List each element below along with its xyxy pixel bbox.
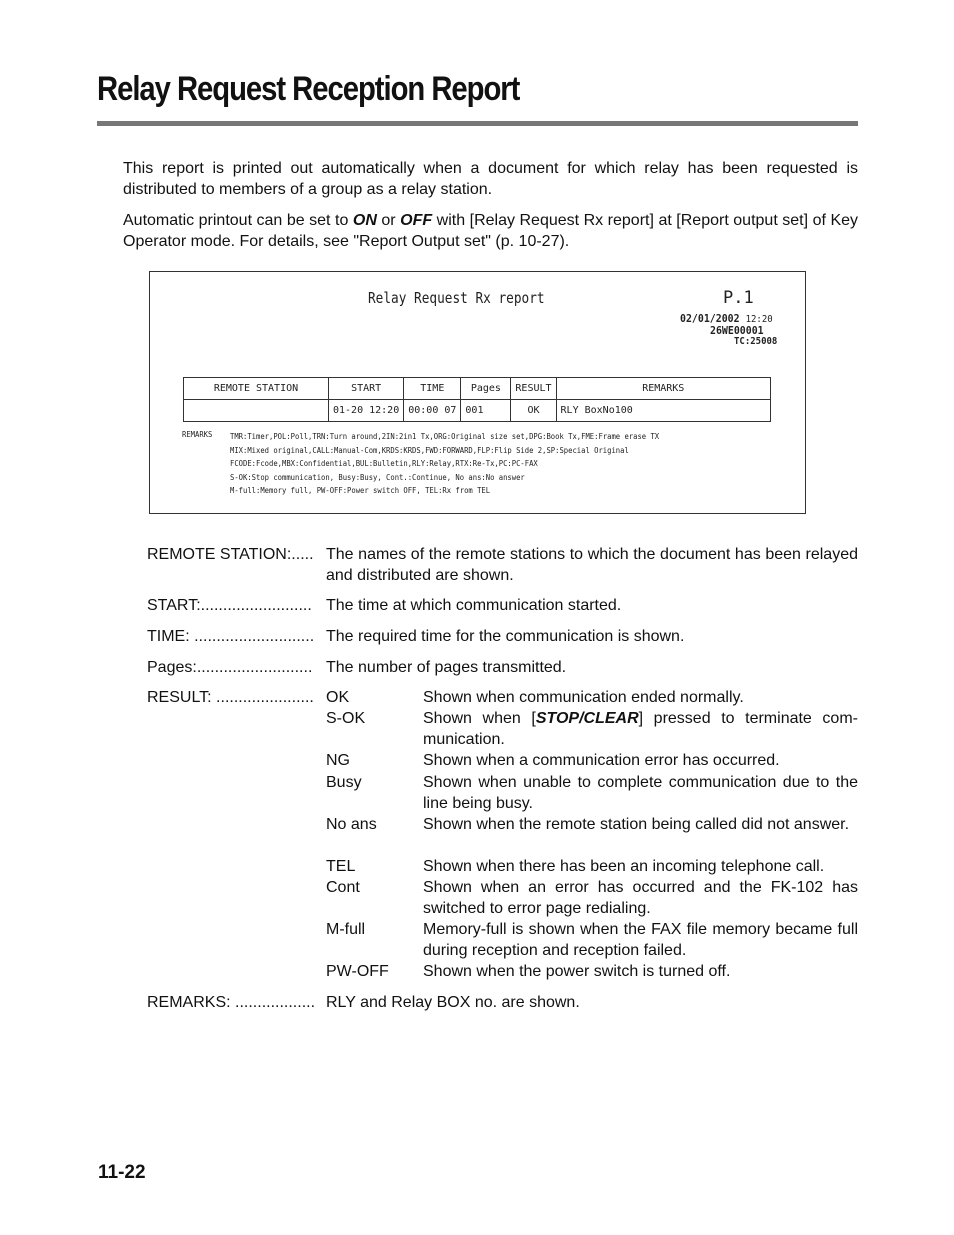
report-sample-image xyxy=(149,271,806,514)
header-pages: Pages xyxy=(461,378,511,400)
legend-line: M-full:Memory full, PW-OFF:Power switch OFF, TEL:Rx from TEL xyxy=(230,486,491,496)
report-page-number: P.1 xyxy=(723,288,754,308)
result-desc-part: ] pressed to terminate com-munication. xyxy=(423,710,858,748)
cell-remote-station xyxy=(184,400,329,422)
term-time: TIME: ........................... xyxy=(147,628,315,645)
report-data-row xyxy=(184,400,771,422)
report-date: 02/01/2002 xyxy=(680,312,740,325)
cell-result: OK xyxy=(511,400,556,422)
result-code: No ans xyxy=(326,816,377,833)
result-code: TEL xyxy=(326,858,356,875)
term-pages: Pages:.......................... xyxy=(147,659,313,676)
header-start: START xyxy=(329,378,404,400)
settings-paragraph xyxy=(123,210,858,252)
stop-clear-key: STOP/CLEAR xyxy=(535,710,639,727)
result-code: S-OK xyxy=(326,710,366,727)
report-remarks-label: REMARKS xyxy=(182,430,213,439)
header-time: TIME xyxy=(404,378,461,400)
off-keyword: OFF xyxy=(400,212,433,229)
result-code: Busy xyxy=(326,774,362,791)
cell-pages: 001 xyxy=(461,400,511,422)
report-title: Relay Request Rx report xyxy=(368,289,545,307)
result-desc: Shown when the remote station being called did not answer. xyxy=(423,816,850,833)
result-code: OK xyxy=(326,689,350,706)
header-remote-station: REMOTE STATION xyxy=(184,378,329,400)
result-desc: Shown when the power switch is turned off. xyxy=(423,963,731,980)
report-id: 26WE00001 xyxy=(710,324,764,337)
cell-time: 00:00 07 xyxy=(404,400,461,422)
desc-pages: The number of pages transmitted. xyxy=(326,659,567,676)
result-desc xyxy=(423,708,858,750)
result-code: NG xyxy=(326,752,350,769)
result-code: PW-OFF xyxy=(326,963,389,980)
cell-remarks: RLY BoxNo100 xyxy=(556,400,770,422)
settings-text-3: with [Relay Request Rx report] at [Report output set] of Key Operator mode. For details, see "Report Output set" (p. 10-27). xyxy=(123,212,859,250)
legend-line: S-OK:Stop communication, Busy:Busy, Cont.:Continue, No ans:No answer xyxy=(230,472,525,482)
report-legend xyxy=(230,430,659,498)
page-title: Relay Request Reception Report xyxy=(97,70,520,108)
header-result: RESULT xyxy=(511,378,556,400)
term-remote-station: REMOTE STATION:..... xyxy=(147,546,314,563)
title-rule xyxy=(97,121,858,126)
result-code: Cont xyxy=(326,879,360,896)
legend-line: MIX:Mixed original,CALL:Manual-Com,KRDS:KRDS,FWD:FORWARD,FLP:Flip Side 2,SP:Special Original xyxy=(230,445,629,455)
on-keyword: ON xyxy=(352,212,377,229)
report-time: 12:20 xyxy=(745,314,773,325)
result-code: M-full xyxy=(326,921,366,938)
legend-line: TMR:Timer,POL:Poll,TRN:Turn around,2IN:2in1 Tx,ORG:Original size set,DPG:Book Tx,FME:Frame erase TX xyxy=(230,432,660,441)
report-header-row xyxy=(184,378,771,400)
term-result: RESULT: ...................... xyxy=(147,689,314,706)
result-desc: Shown when a communication error has occurred. xyxy=(423,752,780,769)
result-desc: Shown when unable to complete communication due to the line being busy. xyxy=(423,774,858,812)
cell-start: 01-20 12:20 xyxy=(329,400,404,422)
term-start: START:......................... xyxy=(147,597,312,614)
result-desc: Memory-full is shown when the FAX file memory became full during reception and reception failed. xyxy=(423,921,858,959)
page-number: 11-22 xyxy=(98,1162,146,1183)
legend-line: FCODE:Fcode,MBX:Confidential,BUL:Bulletin,RLY:Relay,RTX:Re-Tx,PC:PC-FAX xyxy=(230,459,538,469)
result-desc: Shown when there has been an incoming telephone call. xyxy=(423,858,825,875)
result-desc-part: Shown when [ xyxy=(423,710,536,727)
report-tc: TC:25008 xyxy=(734,336,778,347)
settings-text-2: or xyxy=(376,212,401,229)
desc-remarks: RLY and Relay BOX no. are shown. xyxy=(326,994,580,1011)
header-remarks: REMARKS xyxy=(556,378,770,400)
desc-time: The required time for the communication is shown. xyxy=(326,628,685,645)
result-desc: Shown when an error has occurred and the FK-102 has switched to error page redialing. xyxy=(423,879,858,917)
intro-paragraph: This report is printed out automatically when a document for which relay has been requested is distributed to members of a group as a relay station. xyxy=(123,160,858,198)
desc-start: The time at which communication started. xyxy=(326,597,622,614)
report-table xyxy=(183,377,771,422)
settings-text-1: Automatic printout can be set to xyxy=(123,212,353,229)
desc-remote-station: The names of the remote stations to which the document has been relayed and distributed are shown. xyxy=(326,546,858,584)
result-desc: Shown when communication ended normally. xyxy=(423,689,744,706)
term-remarks: REMARKS: .................. xyxy=(147,994,316,1011)
